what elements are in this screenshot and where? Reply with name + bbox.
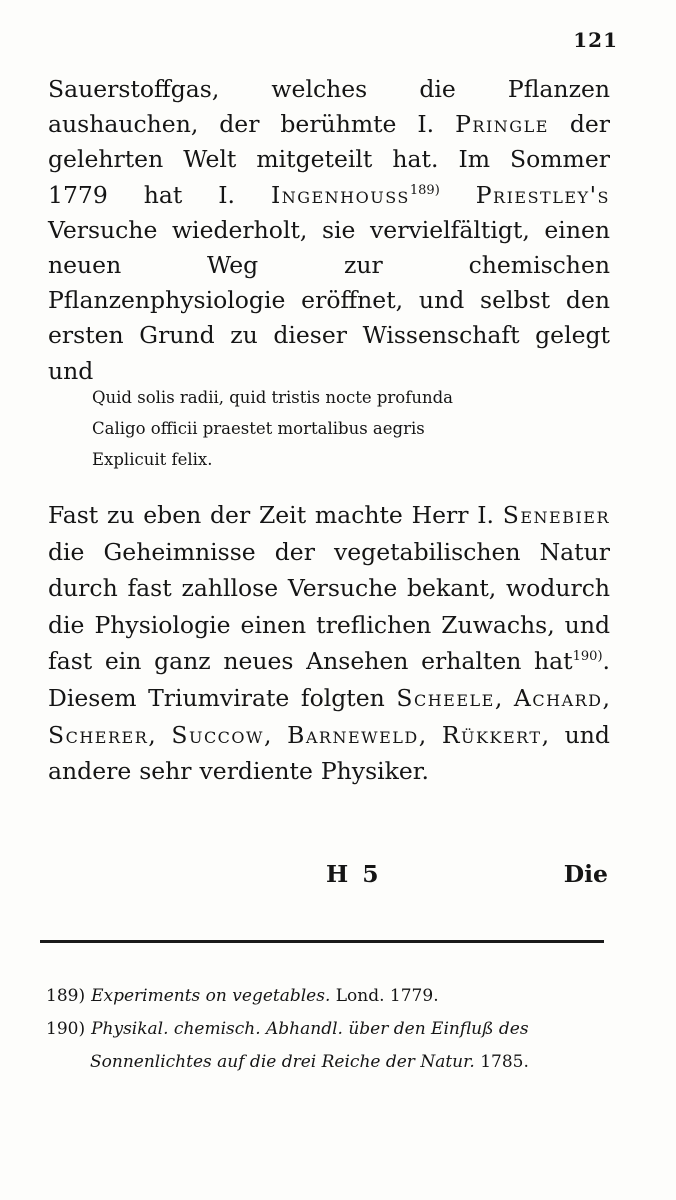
name-achard: Achard bbox=[513, 683, 603, 712]
name-pringle: Pringle bbox=[455, 110, 549, 139]
footnote-ref-190: 190) bbox=[572, 649, 603, 665]
footnote-189-title: Experiments on vegetables. bbox=[91, 986, 331, 1006]
paragraph-1-text-c bbox=[440, 181, 476, 209]
name-scheele: Scheele bbox=[396, 683, 495, 712]
name-senebier: Senebier bbox=[502, 501, 610, 529]
paragraph-2-text-b: die Geheimnisse der vegetabilischen Natur durch fast zahllose Versuche bekant, wodurch die Physiologie einen treflichen Zuwachs, und fast ein ganz neues Ansehen erhalten hat bbox=[48, 537, 610, 676]
footnote-divider bbox=[40, 940, 604, 943]
footnotes bbox=[46, 980, 611, 1079]
paragraph-2 bbox=[48, 497, 610, 790]
signature-row bbox=[48, 860, 610, 896]
name-succow: Succow bbox=[171, 720, 264, 749]
name-rukkert: Rükkert bbox=[441, 720, 542, 749]
footnote-189-number: 189) bbox=[46, 986, 86, 1006]
paragraph-1-text-a: Sauerstoffgas, welches die Pflanzen aushauchen, der berühmte I. bbox=[48, 75, 610, 139]
name-scherer: Scherer bbox=[48, 720, 149, 749]
footnote-189 bbox=[46, 980, 611, 1013]
footnote-190-number: 190) bbox=[46, 1019, 86, 1039]
quote-line-1: Quid solis radii, quid tristis nocte profunda bbox=[92, 388, 453, 407]
latin-quote bbox=[92, 382, 572, 475]
signature-number: 5 bbox=[362, 860, 379, 888]
page-number: 121 bbox=[573, 28, 618, 52]
signature-letter: H bbox=[326, 860, 349, 888]
separator: , bbox=[264, 720, 288, 749]
separator: , bbox=[148, 720, 172, 749]
name-priestley: Priestley's bbox=[475, 180, 610, 209]
catchword: Die bbox=[563, 860, 608, 888]
paragraph-2-text-c: . Diesem Triumvirate folgten bbox=[48, 647, 610, 712]
separator: , bbox=[418, 720, 442, 749]
footnote-190-line-2: Sonnenlichtes auf die drei Reiche der Natur. bbox=[90, 1052, 475, 1072]
paragraph-2-text-a: Fast zu eben der Zeit machte Herr I. bbox=[48, 501, 503, 529]
printer-signature bbox=[326, 860, 379, 888]
name-barneweld: Barneweld bbox=[287, 720, 419, 749]
footnote-ref-189: 189) bbox=[409, 182, 440, 198]
footnote-190 bbox=[46, 1013, 611, 1046]
paragraph-1-text-d: Versuche wiederholt, sie vervielfältigt, einen neuen Weg zur chemischen Pflanzenphysiologie eröffnet, und selbst den ersten Grund zu dieser Wissenschaft gelegt und bbox=[48, 215, 610, 385]
footnote-190-line-1: Physikal. chemisch. Abhandl. über den Einfluß des bbox=[91, 1019, 529, 1039]
footnote-190-year: 1785. bbox=[474, 1052, 529, 1072]
paragraph-1 bbox=[48, 72, 610, 389]
name-ingenhouss: Ingenhouss bbox=[270, 180, 410, 209]
footnote-190-continued bbox=[46, 1046, 611, 1079]
footnote-189-rest: Lond. 1779. bbox=[330, 986, 439, 1006]
separator: , bbox=[494, 683, 514, 712]
quote-line-2: Caligo officii praestet mortalibus aegris bbox=[92, 419, 425, 438]
paragraph-2-text-d: , und andere sehr verdiente Physiker. bbox=[48, 720, 610, 786]
separator: , bbox=[602, 683, 610, 712]
quote-line-3: Explicuit felix. bbox=[92, 450, 213, 469]
paragraph-1-text-b: der gelehrten Welt mitgeteilt hat. Im Sommer 1779 hat I. bbox=[48, 110, 611, 209]
